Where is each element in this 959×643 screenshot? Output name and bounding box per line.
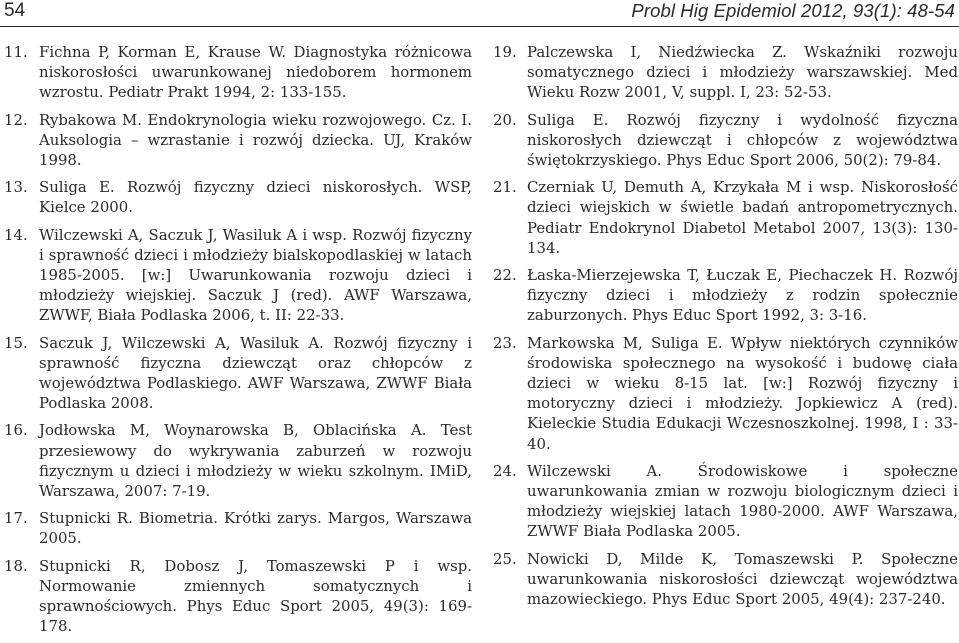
reference-text: Jodłowska M, Woynarowska B, Oblacińska A. Test przesiewowy do wykrywania zaburzeń w rozwoju fizycznym u dzieci i młodzieży w wieku szkolnym. IMiD, Warszawa, 2007: 7-19. [39, 421, 472, 501]
reference-text: Markowska M, Suliga E. Wpływ niektórych czynników środowiska społecznego na wysokość i budowę ciała dzieci w wieku 8-15 lat. [w:] Rozwój fizyczny i motoryczny dzieci i młodzieży. Jopkiewicz A (red). Kieleckie Studia Edukacji Wczesnoszkolnej. 1998, I : 33-40. [527, 333, 958, 453]
reference-item [4, 333, 472, 414]
reference-item [4, 420, 472, 501]
reference-number: 15. [4, 333, 28, 352]
reference-text: Stupnicki R, Dobosz J, Tomaszewski P i wsp. Normowanie zmiennych somatycznych i sprawnościowych. Phys Educ Sport 2005, 49(3): 169-178. [39, 556, 472, 636]
journal-citation: Probl Hig Epidemiol 2012, 93(1): 48-54 [631, 0, 955, 21]
reference-item [4, 42, 472, 103]
reference-text: Saczuk J, Wilczewski A, Wasiluk A. Rozwój fizyczny i sprawność fizyczna dziewcząt oraz chłopców z województwa Podlaskiego. AWF Warszawa, ZWWF Biała Podlaska 2008. [39, 333, 472, 413]
reference-number: 14. [4, 225, 28, 244]
reference-number: 19. [493, 43, 517, 61]
reference-item [4, 225, 472, 326]
reference-number: 12. [4, 110, 28, 129]
reference-text: Palczewska I, Niedźwiecka Z. Wskaźniki rozwoju somatycznego dzieci i młodzieży warszawskiej. Med Wieku Rozw 2001, V, suppl. I, 23: 52-53. [527, 43, 958, 102]
reference-item [493, 110, 958, 171]
reference-text: Fichna P, Korman E, Krause W. Diagnostyka różnicowa niskorosłości uwarunkowanej niedoborem hormonem wzrostu. Pediatr Prakt 1994, 2: 133-155. [39, 43, 472, 102]
reference-text: Suliga E. Rozwój fizyczny i wydolność fizyczna niskorosłych dziewcząt i chłopców z województwa świętokrzyskiego. Phys Educ Sport 2006, 50(2): 79-84. [527, 110, 958, 170]
reference-text: Czerniak U, Demuth A, Krzykała M i wsp. Niskorosłość dzieci wiejskich w świetle badań antropometrycznych. Pediatr Endokrynol Diabetol Metabol 2007, 13(3): 130-134. [527, 178, 958, 257]
reference-item [493, 265, 958, 326]
reference-number: 22. [493, 266, 517, 285]
reference-number: 17. [4, 509, 28, 528]
header-divider [0, 26, 959, 27]
reference-text: Wilczewski A, Saczuk J, Wasiluk A i wsp. Rozwój fizyczny i sprawność dzieci i młodzieży bialskopodlaskiej w latach 1985-2005. [w:] Uwarunkowania rozwoju dzieci i młodzieży wiejskiej. Saczuk J (red). AWF Warszawa, ZWWF, Biała Podlaska 2006, t. II: 22-33. [39, 225, 472, 325]
reference-number: 20. [493, 110, 517, 129]
reference-text: Rybakowa M. Endokrynologia wieku rozwojowego. Cz. I. Auksologia – wzrastanie i rozwój dziecka. UJ, Kraków 1998. [39, 110, 472, 170]
reference-text: Nowicki D, Milde K, Tomaszewski P. Społeczne uwarunkowania niskorosłości dziewcząt województwa mazowieckiego. Phys Educ Sport 2005, 49(4): 237-240. [527, 549, 958, 609]
reference-text: Łaska-Mierzejewska T, Łuczak E, Piechaczek H. Rozwój fizyczny dzieci i młodzieży z rodzin społecznie zaburzonych. Phys Educ Sport 1992, 3: 3-16. [527, 266, 958, 325]
reference-number: 25. [493, 549, 517, 568]
reference-item [4, 556, 472, 637]
reference-text: Wilczewski A. Środowiskowe i społeczne uwarunkowania zmian w rozwoju biologicznym dzieci i młodzieży wiejskiej latach 1980-2000. AWF Warszawa, ZWWF Biała Podlaska 2005. [527, 461, 958, 541]
page-header [0, 0, 959, 24]
reference-item [493, 549, 958, 610]
reference-item [493, 333, 958, 454]
reference-number: 23. [493, 333, 517, 352]
references-left-column [4, 42, 472, 643]
reference-item [4, 508, 472, 548]
reference-item [4, 177, 472, 217]
reference-text: Stupnicki R. Biometria. Krótki zarys. Margos, Warszawa 2005. [39, 509, 472, 548]
reference-number: 11. [4, 43, 28, 61]
reference-item [493, 177, 958, 258]
reference-number: 13. [4, 178, 28, 197]
reference-number: 16. [4, 421, 28, 440]
reference-number: 21. [493, 178, 517, 197]
reference-item [493, 42, 958, 103]
reference-item [4, 110, 472, 171]
reference-item [493, 461, 958, 542]
reference-number: 18. [4, 556, 28, 575]
page-number: 54 [4, 0, 26, 21]
reference-text: Suliga E. Rozwój fizyczny dzieci niskorosłych. WSP, Kielce 2000. [39, 178, 472, 217]
references-right-column [493, 42, 958, 616]
reference-number: 24. [493, 461, 517, 480]
